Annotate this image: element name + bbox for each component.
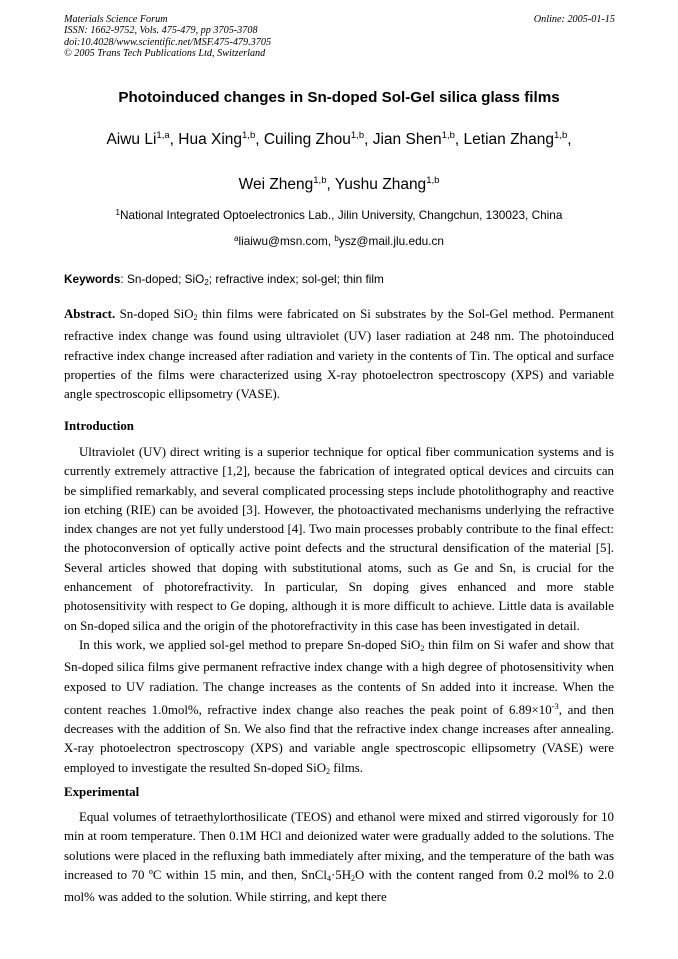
intro-text: films.: [330, 760, 364, 775]
issn-line: ISSN: 1662-9752, Vols. 475-479, pp 3705-3708: [64, 25, 258, 37]
author-line-2: [0, 175, 678, 194]
intro-text: thin film on Si wafer and show that Sn-doped silica films give permanent refractive index change with a high degree of photosensitivity when exposed to UV radiation. The change increases as the contents of Sn added into it increase. When the content reaches 1.0mol%, refractive index change also reaches the peak point of 6.89×10: [64, 637, 614, 717]
introduction-paragraph-1: Ultraviolet (UV) direct writing is a superior technique for optical fiber communication systems and is currently extremely attractive [1,2], because the fabrication of integrated optical devices and circuits can be simplified remarkably, and several complicated processing steps include photolithography and reactive ion etching (RIE) can be avoided [3]. However, the photoactivated mechanisms underlying the refractive index changes are not yet fully understood [4]. Two main processes probably contribute to the final effect: the photoconversion of optically active point defects and the structural densification of the material [5]. Several articles showed that doping with substitutional atoms, such as Ge and Sn, is crucial for the enhancement of photorefractivity. In particular, Sn doping gives enhanced and more stable photosensitivity with respect to Ge doping, although it is more difficult to achieve. Little data is available on Sn-doped silica and the origin of the photorefractivity in this case has been investigated in detail.: [64, 445, 614, 633]
email-sep: ,: [327, 234, 335, 248]
keywords-text: : Sn-doped; SiO: [120, 272, 205, 286]
affiliation-sup: 1: [115, 208, 120, 217]
abstract-text: thin films were fabricated on Si substrates by the Sol-Gel method. Permanent refractive index change was found using ultraviolet (UV) laser radiation at 248 nm. The photoinduced refractive index change increased after radiation and variety in the contents of Tin. The optical and surface properties of the films were characterized using X-ray photoelectron spectroscopy (XPS) and variable angle spectroscopic ellipsometry (VASE).: [64, 307, 614, 402]
journal-header: [64, 14, 271, 60]
author-sup: 1,a: [156, 130, 170, 141]
intro-sup: -3: [551, 700, 559, 711]
exp-text: Equal volumes of tetraethylorthosilicate (TEOS) and ethanol were mixed and stirred vigorously for 10 min at room temperature. Then 0.1M HCl and deionized water were gradually added to the solutions. The solutions were placed in the refluxing bath immediately after mixing, and the temperature of the bath was increased to 70 ºC within 15 min, and then, SnCl: [64, 810, 614, 882]
email-a[interactable]: liaiwu@msn.com: [238, 234, 328, 248]
exp-sub: 4: [326, 873, 331, 883]
intro-sub: 2: [326, 766, 331, 776]
email-line: [0, 234, 678, 248]
paper-title: Photoinduced changes in Sn-doped Sol-Gel silica glass films: [118, 89, 560, 106]
author-sep: ,: [364, 131, 373, 148]
exp-sub: 2: [351, 873, 356, 883]
author-name: Cuiling Zhou: [263, 131, 351, 148]
journal-name: Materials Science Forum: [64, 14, 168, 25]
email-b[interactable]: ysz@mail.jlu.edu.cn: [338, 234, 444, 248]
author-sup: 1,b: [441, 130, 455, 141]
author-sep: ,: [326, 176, 335, 193]
exp-text: O with the content ranged from 0.2 mol% to 2.0 mol% was added to the solution. While stirring, and kept there: [64, 867, 614, 905]
author-name: Hua Xing: [178, 131, 243, 148]
author-line-1: [0, 130, 678, 149]
abstract-sub: 2: [193, 313, 198, 322]
author-sep: ,: [567, 131, 572, 148]
author-name: Jian Shen: [372, 131, 442, 148]
email-sup: b: [334, 234, 339, 243]
email-sup: a: [234, 234, 239, 243]
author-sep: ,: [454, 131, 464, 148]
abstract-text: Sn-doped SiO: [115, 307, 194, 321]
introduction-body: [64, 443, 614, 781]
author-sup: 1,b: [350, 130, 365, 141]
intro-text: , and then decreases with the addition of Sn. We also find that the refractive index change increases after annealing. X-ray photoelectron spectroscopy (XPS) and variable angle spectroscopic ellipsometry (VASE) were employed to investigate the resulted Sn-doped SiO: [64, 702, 614, 775]
keywords-label: Keywords: [64, 272, 121, 286]
author-sup: 1,b: [426, 175, 440, 186]
author-name: Letian Zhang: [463, 131, 555, 148]
author-name: Aiwu Li: [106, 131, 157, 148]
experimental-body: [64, 808, 614, 907]
author-sep: ,: [169, 131, 179, 148]
exp-text: ·5H: [330, 867, 352, 882]
intro-sub: 2: [420, 643, 425, 653]
online-date: Online: 2005-01-15: [533, 14, 615, 25]
keywords: [64, 272, 384, 287]
abstract-label: Abstract.: [64, 307, 116, 321]
doi-line[interactable]: doi:10.4028/www.scientific.net/MSF.475-479.3705: [64, 36, 272, 48]
author-sep: ,: [255, 131, 264, 148]
abstract-paragraph: [64, 305, 614, 404]
intro-text: In this work, we applied sol-gel method to prepare Sn-doped SiO: [79, 637, 421, 652]
introduction-paragraph-2: [64, 636, 614, 781]
author-sup: 1,b: [554, 130, 568, 141]
experimental-paragraph-1: [64, 808, 614, 907]
author-name: Yushu Zhang: [334, 176, 427, 193]
author-sup: 1,b: [242, 130, 256, 141]
introduction-heading: Introduction: [64, 419, 134, 433]
author-name: Wei Zheng: [238, 176, 314, 193]
affiliation-text: National Integrated Optoelectronics Lab., Jilin University, Changchun, 130023, China: [120, 208, 563, 222]
abstract: [64, 305, 614, 404]
keywords-sub: 2: [204, 278, 209, 287]
keywords-text: ; refractive index; sol-gel; thin film: [208, 272, 384, 286]
experimental-heading: Experimental: [64, 785, 140, 799]
author-sup: 1,b: [313, 175, 327, 186]
copyright-line: © 2005 Trans Tech Publications Ltd, Switzerland: [64, 48, 266, 60]
affiliation: [0, 208, 678, 222]
